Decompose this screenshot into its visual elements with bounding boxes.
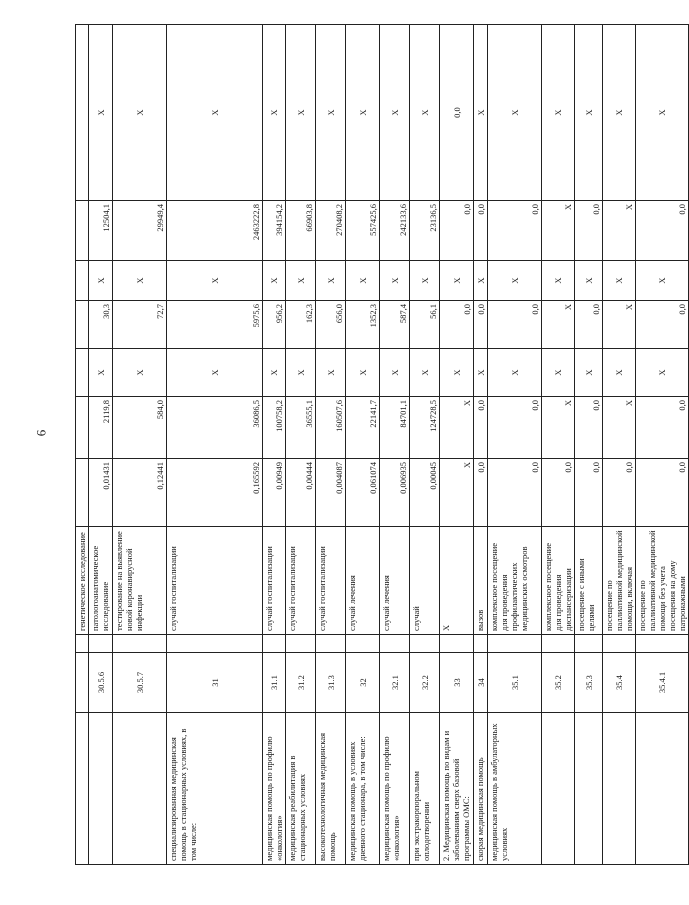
cell-share: X	[89, 25, 113, 201]
cell-share: X	[346, 25, 380, 201]
cell-oms-total: 0,0	[636, 201, 689, 261]
cell-budget-per-capita: X	[380, 349, 410, 397]
cell-unit: случай госпитализации	[286, 527, 316, 635]
cell-code: 35.1	[488, 653, 542, 713]
cell-spacer	[575, 635, 603, 653]
cell-cost: 0,0	[474, 397, 488, 459]
cell-share: X	[286, 25, 316, 201]
cell-budget-per-capita: X	[474, 349, 488, 397]
financing-table	[75, 24, 689, 865]
cell-name: медицинская помощь в условиях дневного стационара, в том числе:	[346, 713, 380, 865]
cell-oms-per-capita: 956,2	[263, 301, 286, 349]
cell-unit: тестирование на выявление новой коронавирусной инфекции	[113, 527, 167, 635]
cell-code: 32	[346, 653, 380, 713]
cell-budget-per-capita: X	[113, 349, 167, 397]
cell-norm: 0,0	[488, 459, 542, 527]
cell-oms-per-capita: 656,0	[316, 301, 346, 349]
cell-cost: X	[603, 397, 636, 459]
cell-budget-total: X	[636, 261, 689, 301]
cell-norm: 0,061074	[346, 459, 380, 527]
cell-unit: случай госпитализации	[316, 527, 346, 635]
cell-code: 31.2	[286, 653, 316, 713]
cell-oms-total: 0,0	[440, 201, 474, 261]
cell-norm: 0,00444	[286, 459, 316, 527]
cell-norm: 0,0	[636, 459, 689, 527]
cell-budget-total: X	[380, 261, 410, 301]
table-row	[542, 25, 575, 865]
cell-oms-total: X	[542, 201, 575, 261]
cell-spacer	[636, 635, 689, 653]
cell-norm: 0,006935	[380, 459, 410, 527]
cell-norm	[76, 459, 89, 527]
cell-code: 31	[167, 653, 263, 713]
table-row	[263, 25, 286, 865]
cell-norm: 0,00045	[410, 459, 440, 527]
table-row	[113, 25, 167, 865]
cell-oms-per-capita: 0,0	[575, 301, 603, 349]
cell-code: 32.1	[380, 653, 410, 713]
cell-spacer	[488, 635, 542, 653]
cell-unit: случай лечения	[346, 527, 380, 635]
cell-name	[636, 713, 689, 865]
cell-oms-per-capita: 56,1	[410, 301, 440, 349]
cell-cost: 36555,1	[286, 397, 316, 459]
cell-unit: случай лечения	[380, 527, 410, 635]
cell-name: медицинская помощь по профилю «онкология»	[263, 713, 286, 865]
cell-share	[76, 25, 89, 201]
cell-budget-per-capita: X	[286, 349, 316, 397]
table-row	[575, 25, 603, 865]
cell-oms-per-capita: 30,3	[89, 301, 113, 349]
cell-spacer	[346, 635, 380, 653]
cell-budget-per-capita: X	[346, 349, 380, 397]
cell-unit: комплексное посещение для проведения диспансеризации	[542, 527, 575, 635]
cell-unit: вызов	[474, 527, 488, 635]
cell-budget-total: X	[440, 261, 474, 301]
cell-norm: 0,00949	[263, 459, 286, 527]
cell-budget-per-capita: X	[542, 349, 575, 397]
cell-oms-per-capita: 0,0	[488, 301, 542, 349]
cell-budget-total: X	[263, 261, 286, 301]
cell-name: специализированная медицинская помощь в стационарных условиях, в том числе:	[167, 713, 263, 865]
cell-oms-total: 557425,6	[346, 201, 380, 261]
cell-share: X	[113, 25, 167, 201]
cell-oms-total: 66903,8	[286, 201, 316, 261]
table-row	[380, 25, 410, 865]
cell-budget-per-capita: X	[575, 349, 603, 397]
cell-oms-total: X	[603, 201, 636, 261]
cell-budget-per-capita: X	[440, 349, 474, 397]
cell-budget-per-capita: X	[263, 349, 286, 397]
cell-unit: патологоанатомическое исследование	[89, 527, 113, 635]
cell-oms-per-capita: X	[542, 301, 575, 349]
cell-name: медицинская помощь в амбулаторных условиях	[488, 713, 542, 865]
cell-name: медицинская реабилитация в стационарных условиях	[286, 713, 316, 865]
cell-share: X	[316, 25, 346, 201]
cell-oms-per-capita: 72,7	[113, 301, 167, 349]
cell-spacer	[286, 635, 316, 653]
cell-norm: 0,004087	[316, 459, 346, 527]
cell-budget-total: X	[113, 261, 167, 301]
cell-share: X	[603, 25, 636, 201]
cell-oms-total: 12504,1	[89, 201, 113, 261]
cell-budget-total: X	[167, 261, 263, 301]
cell-oms-total: 394154,2	[263, 201, 286, 261]
cell-share: X	[474, 25, 488, 201]
cell-oms-per-capita	[76, 301, 89, 349]
cell-cost	[76, 397, 89, 459]
cell-budget-per-capita: X	[636, 349, 689, 397]
cell-unit: X	[440, 527, 474, 635]
cell-spacer	[474, 635, 488, 653]
cell-oms-total: 2463222,8	[167, 201, 263, 261]
cell-spacer	[380, 635, 410, 653]
cell-share: X	[167, 25, 263, 201]
cell-unit: посещение с иными целями	[575, 527, 603, 635]
page-number: 6	[33, 429, 49, 437]
cell-budget-total: X	[346, 261, 380, 301]
cell-unit: случай	[410, 527, 440, 635]
cell-budget-per-capita: X	[167, 349, 263, 397]
cell-oms-total: 0,0	[575, 201, 603, 261]
cell-name: медицинская помощь по профилю «онкология»	[380, 713, 410, 865]
cell-code: 35.4	[603, 653, 636, 713]
cell-code: 30.5.7	[113, 653, 167, 713]
cell-name: при экстракорпоральном оплодотворении	[410, 713, 440, 865]
table-row	[89, 25, 113, 865]
cell-cost: 584,0	[113, 397, 167, 459]
cell-norm: 0,0	[474, 459, 488, 527]
cell-oms-total: 23136,5	[410, 201, 440, 261]
cell-oms-per-capita: 0,0	[474, 301, 488, 349]
table-row	[440, 25, 474, 865]
cell-budget-total: X	[316, 261, 346, 301]
cell-share: X	[636, 25, 689, 201]
cell-cost: 84701,1	[380, 397, 410, 459]
cell-spacer	[89, 635, 113, 653]
cell-share: 0,0	[440, 25, 474, 201]
cell-cost: X	[542, 397, 575, 459]
cell-budget-total: X	[603, 261, 636, 301]
cell-budget-per-capita	[76, 349, 89, 397]
cell-cost: 160507,6	[316, 397, 346, 459]
cell-code: 33	[440, 653, 474, 713]
cell-cost: 2119,8	[89, 397, 113, 459]
cell-norm: X	[440, 459, 474, 527]
cell-oms-per-capita: 587,4	[380, 301, 410, 349]
cell-budget-per-capita: X	[316, 349, 346, 397]
cell-spacer	[316, 635, 346, 653]
cell-spacer	[603, 635, 636, 653]
cell-budget-per-capita: X	[488, 349, 542, 397]
cell-budget-total: X	[474, 261, 488, 301]
cell-oms-per-capita: 5975,6	[167, 301, 263, 349]
table-row	[76, 25, 89, 865]
cell-unit: генетическое исследование	[76, 527, 89, 635]
cell-name	[113, 713, 167, 865]
cell-name	[76, 713, 89, 865]
table-row	[316, 25, 346, 865]
cell-unit: случай госпитализации	[263, 527, 286, 635]
cell-budget-total	[76, 261, 89, 301]
cell-budget-per-capita: X	[410, 349, 440, 397]
cell-cost: X	[440, 397, 474, 459]
cell-code: 35.2	[542, 653, 575, 713]
cell-name	[89, 713, 113, 865]
cell-oms-total: 242133,6	[380, 201, 410, 261]
cell-cost: 36086,5	[167, 397, 263, 459]
cell-oms-total: 270408,2	[316, 201, 346, 261]
cell-budget-total: X	[575, 261, 603, 301]
cell-oms-per-capita: 0,0	[636, 301, 689, 349]
cell-spacer	[542, 635, 575, 653]
cell-norm: 0,0	[575, 459, 603, 527]
cell-oms-per-capita: 162,3	[286, 301, 316, 349]
cell-unit: случай госпитализации	[167, 527, 263, 635]
cell-cost: 124728,5	[410, 397, 440, 459]
cell-norm: 0,165592	[167, 459, 263, 527]
cell-norm: 0,01431	[89, 459, 113, 527]
cell-code: 34	[474, 653, 488, 713]
cell-cost: 0,0	[488, 397, 542, 459]
table-row	[488, 25, 542, 865]
cell-norm: 0,0	[603, 459, 636, 527]
cell-share: X	[263, 25, 286, 201]
cell-oms-total	[76, 201, 89, 261]
table-row	[346, 25, 380, 865]
cell-name	[575, 713, 603, 865]
cell-code: 31.3	[316, 653, 346, 713]
cell-code: 35.3	[575, 653, 603, 713]
cell-spacer	[76, 635, 89, 653]
cell-cost: 0,0	[636, 397, 689, 459]
cell-share: X	[575, 25, 603, 201]
cell-name: скорая медицинская помощь	[474, 713, 488, 865]
cell-unit: посещение по паллиативной медицинской помощи без учета посещения на дому патронажными	[636, 527, 689, 635]
cell-spacer	[440, 635, 474, 653]
cell-oms-per-capita: X	[603, 301, 636, 349]
cell-budget-total: X	[488, 261, 542, 301]
table-row	[286, 25, 316, 865]
cell-code: 30.5.6	[89, 653, 113, 713]
cell-unit: посещение по паллиативной медицинской помощи, включая	[603, 527, 636, 635]
cell-code: 35.4.1	[636, 653, 689, 713]
cell-budget-total: X	[286, 261, 316, 301]
cell-budget-per-capita: X	[603, 349, 636, 397]
rotated-table-container	[75, 25, 687, 865]
cell-name	[542, 713, 575, 865]
table-row	[410, 25, 440, 865]
cell-unit: комплексное посещение для проведения профилактических медицинских осмотров	[488, 527, 542, 635]
cell-budget-total: X	[89, 261, 113, 301]
cell-code: 31.1	[263, 653, 286, 713]
cell-share: X	[488, 25, 542, 201]
table-row	[474, 25, 488, 865]
cell-spacer	[167, 635, 263, 653]
cell-norm: 0,12441	[113, 459, 167, 527]
cell-code: 32.2	[410, 653, 440, 713]
cell-code	[76, 653, 89, 713]
cell-oms-per-capita: 0,0	[440, 301, 474, 349]
cell-budget-total: X	[542, 261, 575, 301]
cell-budget-total: X	[410, 261, 440, 301]
cell-spacer	[410, 635, 440, 653]
cell-oms-total: 0,0	[474, 201, 488, 261]
cell-cost: 22141,7	[346, 397, 380, 459]
cell-oms-per-capita: 1352,3	[346, 301, 380, 349]
table-row	[167, 25, 263, 865]
cell-cost: 100758,2	[263, 397, 286, 459]
cell-oms-total: 0,0	[488, 201, 542, 261]
cell-oms-total: 29949,4	[113, 201, 167, 261]
cell-name: высокотехнологичная медицинская помощь	[316, 713, 346, 865]
cell-share: X	[410, 25, 440, 201]
cell-spacer	[263, 635, 286, 653]
cell-budget-per-capita: X	[89, 349, 113, 397]
table-row	[636, 25, 689, 865]
cell-spacer	[113, 635, 167, 653]
cell-name	[603, 713, 636, 865]
cell-name: 2. Медицинская помощь по видам и заболеваниям сверх базовой программы ОМС:	[440, 713, 474, 865]
cell-cost: 0,0	[575, 397, 603, 459]
cell-share: X	[380, 25, 410, 201]
cell-share: X	[542, 25, 575, 201]
table-row	[603, 25, 636, 865]
cell-norm: 0,0	[542, 459, 575, 527]
